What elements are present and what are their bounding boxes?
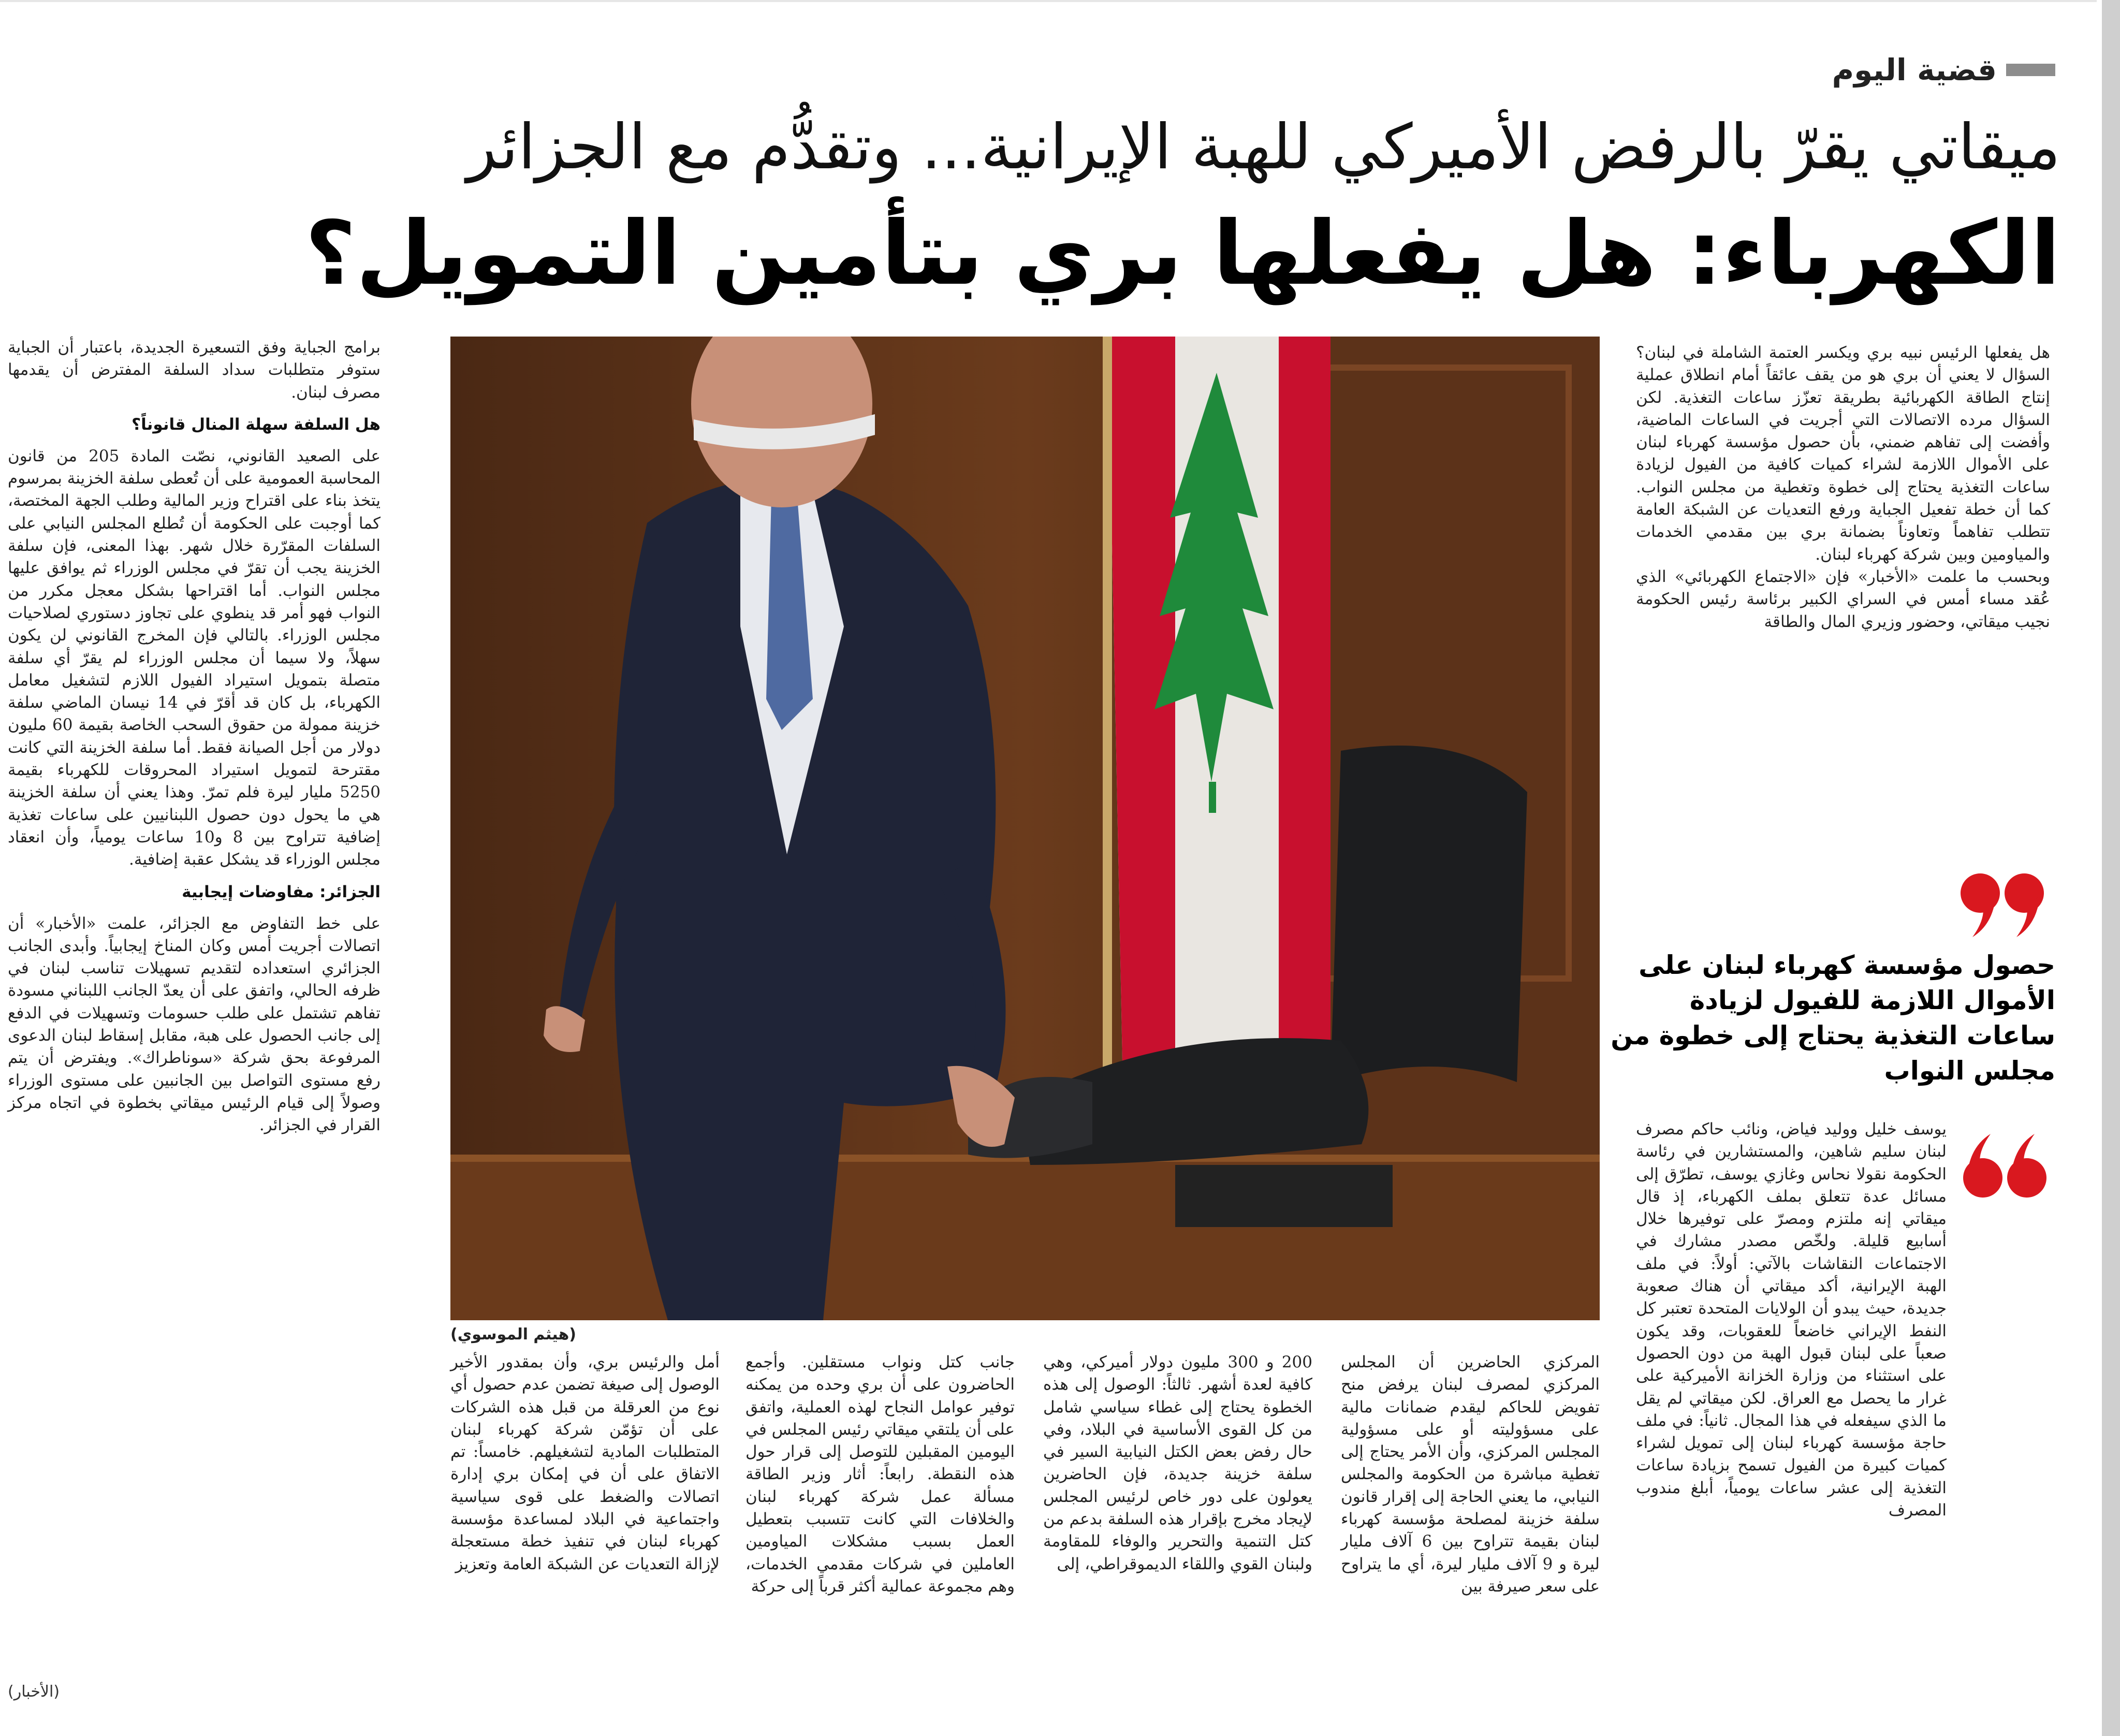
paragraph: على خط التفاوض مع الجزائر، علمت «الأخبار» أن اتصالات أجريت أمس وكان المناخ إيجابياً. وأبدى الجانب الجزائري استعداده لتقديم تسهيلات تناسب لبنان في ظرفه الحالي، واتفق على أن يعدّ الجانب اللبناني مسودة تفاهم تشتمل على طلب حسومات وتسهيلات في الدفع إلى جانب الحصول على هبة، مقابل إسقاط لبنان الدعوى المرفوعة بحق شركة «سوناطراك». ويفترض أن يتم رفع مستوى التواصل بين الجانبين على مستوى الوزراء وصولاً إلى قيام الرئيس ميقاتي بخطوة في اتجاه مركز القرار في الجزائر. [8,914,381,1135]
column-d [745,1351,1015,1714]
column-left [8,337,381,1683]
subheading-algeria: الجزائر: مفاوضات إيجابية [182,882,381,901]
section-label [1796,52,2055,88]
photo-credit: (هيثم الموسوي) [450,1325,576,1344]
paragraph: هل يفعلها الرئيس نبيه بري ويكسر العتمة الشاملة في لبنان؟ السؤال لا يعني أن بري هو من يقف عائقاً أمام انطلاق عملية إنتاج الطاقة الكهربائية بطريقة تعزّز ساعات التغذية. لكن السؤال مرده الاتصالات التي أجريت في الساعات الماضية، وأفضت إلى تفاهم ضمني، بأن حصول مؤسسة كهرباء لبنان على الأموال اللازمة لشراء كميات كافية من الفيول لزيادة ساعات التغذية يحتاج إلى خطوة وتغطية من مجلس النواب. كما أن خطة تفعيل الجباية ورفع التعديات عن الشبكة العامة تتطلب تفاهماً وتعاوناً بضمانة بري بين مقدمي الخدمات والمياومين وبين شركة كهرباء لبنان. [1636,343,2050,564]
close-quote-icon [1957,870,2050,942]
paragraph: برامج الجباية وفق التسعيرة الجديدة، باعتبار أن الجباية ستوفر متطلبات سداد السلفة المفترض أن يقدمها مصرف لبنان. [8,338,381,402]
main-headline: الكهرباء: هل يفعلها بري بتأمين التمويل؟ [305,202,2060,305]
kicker-headline: ميقاتي يقرّ بالرفض الأميركي للهبة الإيرانية... وتقدُّم مع الجزائر [466,111,2060,183]
paragraph: المركزي الحاضرين أن المجلس المركزي لمصرف لبنان يرفض منح تفويض للحاكم ليقدم ضمانات مالية على مسؤوليته أو على مسؤولية المجلس المركزي، وأن الأمر يحتاج إلى تغطية مباشرة من الحكومة والمجلس النيابي، ما يعني الحاجة إلى إقرار قانون سلفة خزينة لمصلحة مؤسسة كهرباء لبنان بقيمة تتراوح بين 6 آلاف مليار ليرة و 9 آلاف مليار ليرة، أي ما يتراوح على سعر صيرفة بين [1341,1353,1600,1596]
article-signoff: (الأخبار) [8,1683,60,1701]
paragraph: أمل والرئيس بري، وأن بمقدور الأخير الوصول إلى صيغة تضمن عدم حصول أي نوع من العرقلة من قبل هذه الشركات على أن تؤمّن شركة كهرباء لبنان المتطلبات المادية لتشغيلهم. خامساً: تم الاتفاق على أن في إمكان بري إدارة اتصالات والضغط على قوى سياسية واجتماعية في البلاد لمساعدة مؤسسة كهرباء لبنان في تنفيذ خطة مستعجلة لإزالة التعديات عن الشبكة العامة وتعزيز [450,1353,720,1573]
paragraph: يوسف خليل ووليد فياض، ونائب حاكم مصرف لبنان سليم شاهين، والمستشارين في رئاسة الحكومة نقولا نحاس وغازي يوسف، تطرّق إلى مسائل عدة تتعلق بملف الكهرباء، إذ قال ميقاتي إنه ملتزم ومصرّ على توفيرها خلال أسابيع قليلة. ولخّص مصدر مشارك في الاجتماعات النقاشات بالآتي: أولاً: في ملف الهبة الإيرانية، أكد ميقاتي أن هناك صعوبة جديدة، حيث يبدو أن الولايات المتحدة تعتبر كل النفط الإيراني خاضعاً للعقوبات، وقد يكون صعباً على لبنان قبول الهبة من دون الحصول على استثناء من وزارة الخزانة الأميركية على غرار ما يحصل مع العراق. لكن ميقاتي لم يقل ما الذي سيفعله في هذا المجال. ثانياً: في ملف حاجة مؤسسة كهرباء لبنان إلى تمويل لشراء كميات كبيرة من الفيول تسمح بزيادة ساعات التغذية إلى عشر ساعات يومياً، أبلغ مندوب المصرف [1636,1120,1947,1520]
article-photo [450,337,1600,1320]
section-label-text: قضية اليوم [1832,52,1997,87]
photo-illustration [450,337,1600,1320]
paragraph: على الصعيد القانوني، نصّت المادة 205 من قانون المحاسبة العمومية على أن تُعطى سلفة الخزينة بمرسوم يتخذ بناء على اقتراح وزير المالية وطلب الجهة المختصة، كما أوجبت على الحكومة أن تُطلع المجلس النيابي على السلفات المقرّرة خلال شهر. بهذا المعنى، فإن سلفة الخزينة يجب أن تقرّ في مجلس الوزراء ثم يوافق عليها مجلس النواب. أما اقتراحها بشكل معجل مكرر من النواب فهو أمر قد ينطوي على تجاوز دستوري لصلاحيات مجلس الوزراء. بالتالي فإن المخرج القانوني لن يكون سهلاً، ولا سيما أن مجلس الوزراء لم يقرّ أي سلفة متصلة بتمويل استيراد الفيول اللازم لتشغيل معامل الكهرباء، بل كان قد أقرّ في 14 نيسان الماضي سلفة خزينة ممولة من حقوق السحب الخاصة بقيمة 60 مليون دولار من أجل الصيانة فقط. أما سلفة الخزينة التي كانت مقترحة لتمويل استيراد المحروقات للكهرباء بقيمة 5250 مليار ليرة فلم تمرّ. وهذا يعني أن سلفة الخزينة هي ما يحول دون حصول اللبنانيين على ساعات تغذية إضافية تتراوح بين 8 و10 ساعات يومياً، وأن انعقاد مجلس الوزراء قد يشكل عقبة إضافية. [8,446,381,869]
section-label-bar [2006,64,2055,76]
top-rule [0,0,2097,2]
subheading-legal: هل السلفة سهلة المنال قانوناً؟ [131,415,381,434]
pull-quote: حصول مؤسسة كهرباء لبنان على الأموال اللازمة للفيول لزيادة ساعات التغذية يحتاج إلى خطوة من مجلس النواب [1611,950,2055,1086]
column-right-top [1636,342,2050,927]
open-quote-icon [1957,1129,2050,1201]
column-right-bottom [1636,1118,1947,1714]
column-b [1341,1351,1600,1714]
column-c [1043,1351,1312,1714]
paragraph: وبحسب ما علمت «الأخبار» فإن «الاجتماع الكهربائي» الذي عُقد مساء أمس في السراي الكبير برئاسة رئيس الحكومة نجيب ميقاتي، وحضور وزيري المال والطاقة [1636,567,2050,631]
paragraph: 200 و 300 مليون دولار أميركي، وهي كافية لعدة أشهر. ثالثاً: الوصول إلى هذه الخطوة يحتاج إلى غطاء سياسي شامل من كل القوى الأساسية في البلاد، وفي حال رفض بعض الكتل النيابية السير في سلفة خزينة جديدة، فإن الحاضرين يعولون على دور خاص لرئيس المجلس لإيجاد مخرج بإقرار هذه السلفة بدعم من كتل التنمية والتحرير والوفاء للمقاومة ولبنان القوي واللقاء الديموقراطي، إلى [1043,1353,1312,1573]
paragraph: جانب كتل ونواب مستقلين. وأجمع الحاضرون على أن بري وحده من يمكنه توفير عوامل النجاح لهذه العملية، واتفق على أن يلتقي ميقاتي رئيس المجلس في اليومين المقبلين للتوصل إلى قرار حول هذه النقطة. رابعاً: أثار وزير الطاقة مسألة عمل شركة كهرباء لبنان والخلافات التي كانت تتسبب بتعطيل العمل بسبب مشكلات المياومين العاملين في شركات مقدمي الخدمات، وهم مجموعة عمالية أكثر قرباً إلى حركة [745,1353,1015,1596]
column-e [450,1351,720,1714]
page-edge-band [2102,0,2120,1736]
